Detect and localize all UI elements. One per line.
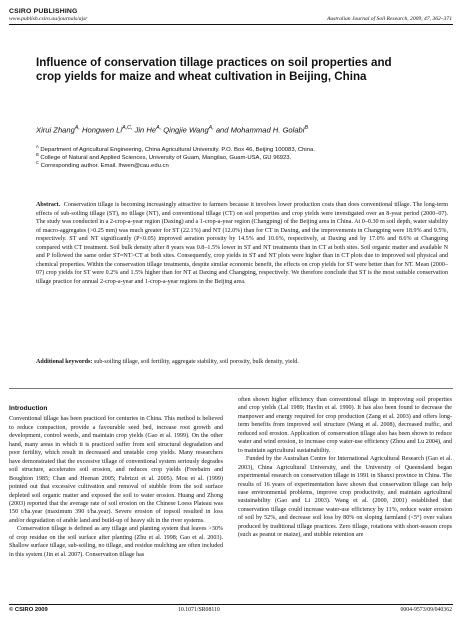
left-column bbox=[9, 405, 223, 559]
keywords-text: sub-soiling tillage, soil fertility, aggregate stability, soil porosity, bulk density, yield. bbox=[93, 359, 299, 365]
copyright: © CSIRO 2009 bbox=[9, 607, 48, 613]
affiliation-a: $^A$ Department of Agricultural Engineering, China Agricultural University. P.O. Box 46, Beijing 100083, China. bbox=[36, 144, 315, 153]
footer-rule bbox=[9, 604, 453, 605]
issn: 0004-9573/09/040362 bbox=[400, 607, 452, 613]
article-title: Influence of conservation tillage practices on soil properties and crop yields for maize and wheat cultivation in Beijing, China bbox=[36, 56, 392, 84]
introduction-heading: Introduction bbox=[9, 405, 48, 412]
intro-paragraph: often shown higher efficiency than conventional tillage in improving soil properties and crop yields (Lal 1989; Havlin et al. 1990). It has also been found to decrease the manpower and energy required for crop production (Zang et al. 2003) and offers long-term benefits from improved soil structure (Wang et al. 2008), decreased traffic, and reduced soil erosion. Application of conservation tillage also has been shown to reduce water and wind erosion, to increase crop water-use efficiency (Zhou and Lu 2004), and to maintain agricultural sustainability. bbox=[238, 397, 452, 454]
journal-url[interactable]: www.publish.csiro.au/journals/ajsr bbox=[9, 16, 88, 22]
affiliation-b: $^B$ College of Natural and Applied Sciences, University of Guam, Mangilao, Guam-USA, GU 96923. bbox=[36, 152, 292, 161]
intro-paragraph: Conservation tillage is defined as any tillage and planting system that leaves >30% of crop residue on the soil surface after planting (Zhu et al. 1998; Gao et al. 2003). Shallow surface tillage, sub-soiling, no tillage, and residue mulching are often included in this system (Jin et al. 2007). Conservation tillage has bbox=[9, 526, 223, 558]
publisher-name: CSIRO PUBLISHING bbox=[9, 8, 78, 15]
header-rule bbox=[9, 24, 453, 25]
abstract bbox=[36, 201, 448, 286]
doi[interactable]: 10.1071/SR08110 bbox=[178, 607, 220, 613]
keywords bbox=[36, 358, 448, 367]
intro-paragraph: Funded by the Australian Centre for International Agricultural Research (Gao et al. 2003), China Agricultural University, and the University of Queensland began experimental research on conservation tillage in 1991 in Shanxi province in China. The results of 16 years of experimentation have shown that conservation tillage can help ease environmental problems, improve crop productivity, and maintain agricultural sustainability (Gao and Li 2003). Wang et al. (2000, 2001) established that conservation tillage could increase water-use efficiency by 11%, reduce water erosion of soil by 52%, and decrease soil loss by 80% on sloping farmland (<5°) over values produced by traditional tillage practices. Zero tillage, rotations with short-season crops (such as peanut or maize), and stubble retention are bbox=[238, 456, 452, 539]
author-list: Xirui Zhang$^{A,}$ Hongwen $Li^{A,C,}$ Jin $He^{A,}$ Qingjie Wang$^{A,}$ and Mohammad H. Golabi$^B$ bbox=[36, 125, 308, 135]
right-column bbox=[238, 396, 452, 540]
abstract-text: Conservation tillage is becoming increasingly attractive to farmers because it involves lower production costs than does conventional tillage. The long-term effects of sub-soiling tillage (ST), no tillage (NT), and conventional tillage (CT) on soil properties and crop yields were investigated over an 8-year period (2000–07). The study was conducted in a 2-crop-a-year region (Daxing) and a 1-crop-a-year region (Changping) of the Beijing area in China. At 0–0.30 m soil depth, water stability of macro-aggregates (>0.25 mm) was much greater for ST (22.1%) and NT (12.0%) than for CT in Daxing, and the improvements in Changping were 18.9% and 9.5%, respectively. ST and NT significantly (P<0.05) improved aeration porosity by 14.5% and 10.6%, respectively, at Daxing and by 17.0% and 8.6% at Changping compared with CT treatment. Soil bulk density after 8 years was 0.8–1.5% lower in ST and NT treatments than in CT at both sites. Soil organic matter and available N and P followed the same order ST≈NT>CT at both sites. Consequently, crop yields in ST and NT plots were higher than in CT plots due to improved soil physical and chemical properties. Within the conservation tillage treatments, despite similar economic benefit, the effects on crop yields for ST were better than for NT. Mean (2000–07) crop yields for ST were 0.2% and 1.5% higher than for NT at Daxing and Changping, respectively. We therefore conclude that ST is the most suitable conservation tillage practice for annual 2-crop-a-year and 1-crop-a-year regions in the Beijing area. bbox=[36, 202, 449, 285]
journal-reference: Australian Journal of Soil Research, 2009, 47, 362–371 bbox=[326, 16, 452, 22]
abstract-label: Abstract. bbox=[36, 202, 61, 208]
affiliation-corresponding: $^C$ Corresponding author. Email. lhwen@cau.edu.cn bbox=[36, 160, 169, 169]
intro-paragraph: Conventional tillage has been practiced for centuries in China. This method is believed to reduce compaction, provide a favourable seed bed, increase root growth and development, control weeds, and maintain crop yields (Gao et al. 1999). On the other hand, many areas in which it is practiced suffer from soil structural degradation and poor fertility, which result in decreased and unstable crop yields. Many researchers have demonstrated that the excessive tillage of conventional system seriously degrades soil structure, accelerates soil erosion, and reduces crop yields (Freebairn and Boughton 1985; Chan and Heenan 2005; Fabrizzi et al. 2005). Mou et al. (1999) pointed out that excessive cultivation and removal of stubble from the soil surface depleted soil organic matter and exposed the soil to water erosion. Huang and Zhong (2003) reported that the average rate of soil erosion on the Chinese Loess Plateau was 150 t/ha.year (maximum 390 t/ha.year). Severe erosion of topsoil resulted in loss and/or degradation of arable land and build-up of heavy silt in the river systems. bbox=[9, 416, 223, 524]
keywords-label: Additional keywords: bbox=[36, 359, 93, 365]
section-divider bbox=[9, 388, 453, 389]
